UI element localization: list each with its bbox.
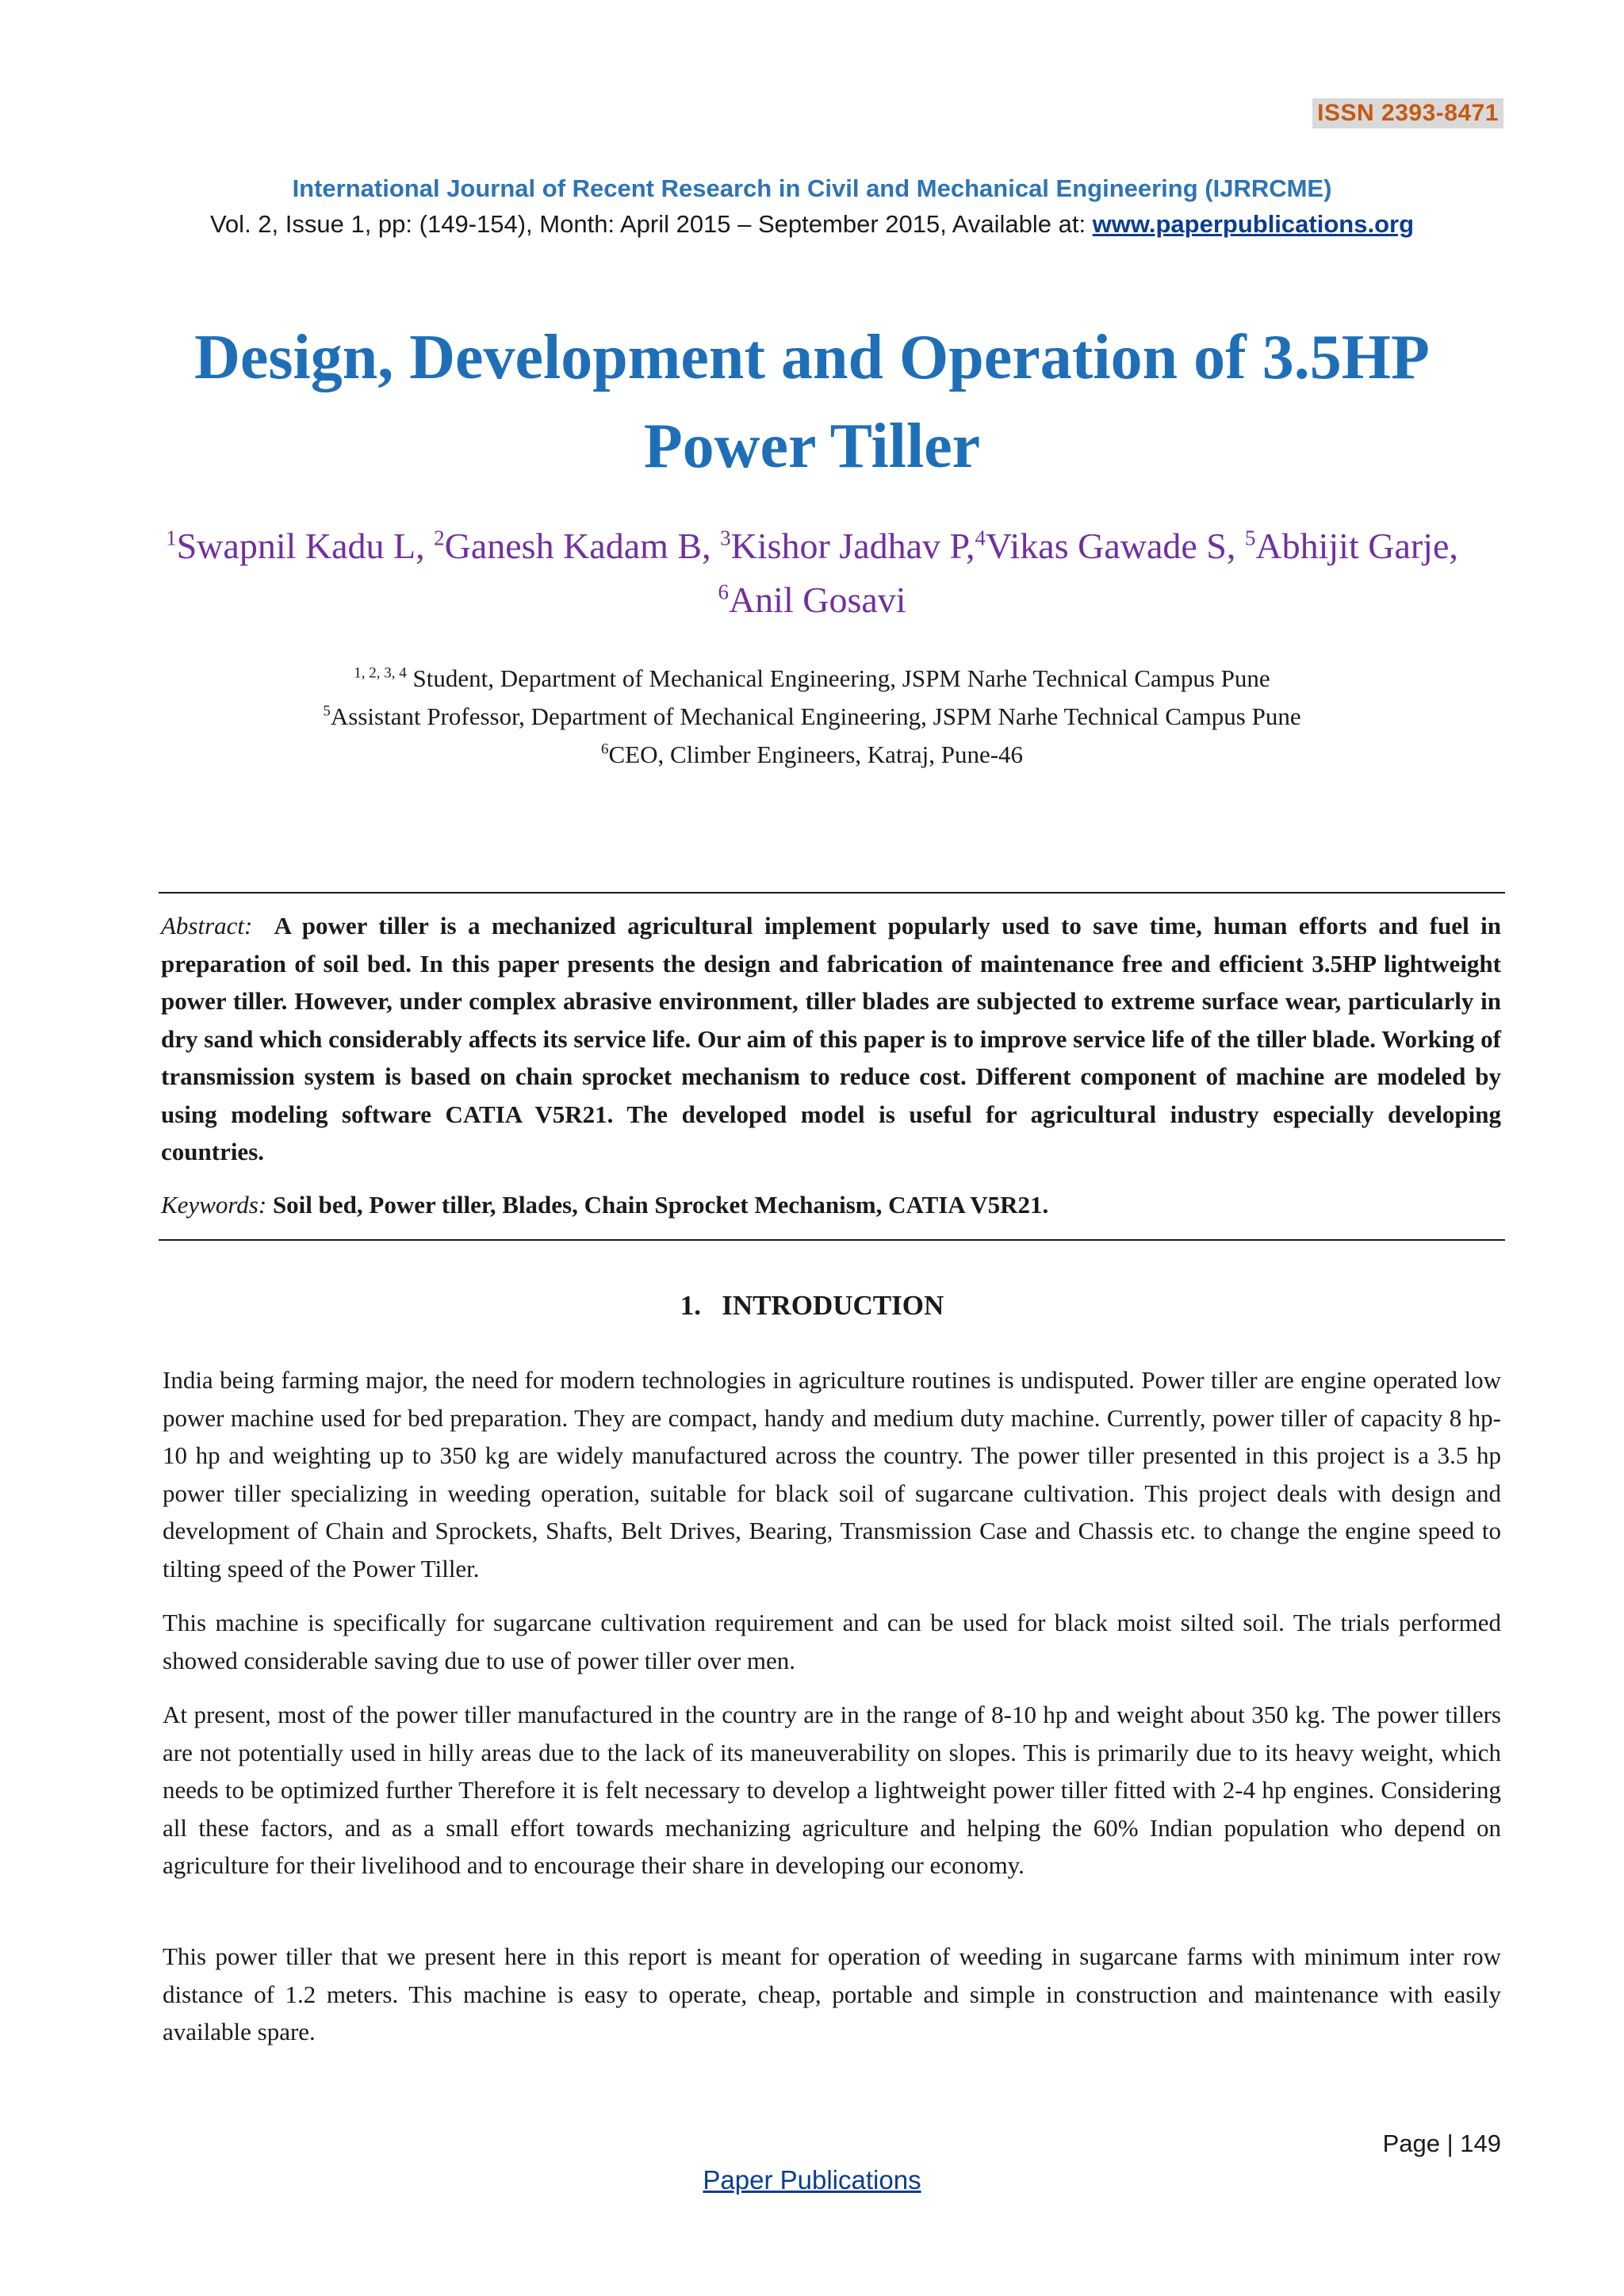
affiliation-text: Assistant Professor, Department of Mechanical Engineering, JSPM Narhe Technical Campus Pune (330, 702, 1301, 730)
intro-paragraph: At present, most of the power tiller manufactured in the country are in the range of 8-10 hp and weight about 350 kg. The power tillers are not potentially used in hilly areas due to the lack of its maneuverability on slopes. This is primarily due to its heavy weight, which needs to be optimized further Therefore it is felt necessary to develop a lightweight power tiller fitted with 2-4 hp engines. Considering all these factors, and as a small effort towards mechanizing agriculture and helping the 60% Indian population who depend on agriculture for their livelihood and to encourage their share in developing our economy. (163, 1701, 1501, 1879)
abstract (161, 907, 1501, 1171)
author-list (159, 519, 1465, 627)
author-name: Kishor Jadhav P, (730, 526, 975, 566)
issn-badge: ISSN 2393-8471 (1312, 98, 1503, 128)
volume-info: Vol. 2, Issue 1, pp: (149-154), Month: April 2015 – September 2015, Available at: (209, 210, 1093, 238)
publisher-link[interactable]: Paper Publications (703, 2165, 921, 2195)
affiliation-line (0, 740, 1624, 769)
intro-paragraph: This machine is specifically for sugarcane cultivation requirement and can be used for black moist silted soil. The trials performed showed considerable saving due to use of power tiller over men. (163, 1609, 1501, 1674)
journal-website-link[interactable]: www.paperpublications.org (1092, 210, 1415, 238)
author-sup: 6 (718, 580, 729, 604)
affiliation-line (0, 702, 1624, 731)
author-name: Anil Gosavi (728, 580, 906, 620)
intro-paragraph: India being farming major, the need for modern technologies in agriculture routines is undisputed. Power tiller are engine operated low power machine used for bed preparation. They are compact, handy and medium duty machine. Currently, power tiller of capacity 8 hp-10 hp and weighting up to 350 kg are widely manufactured across the country. The power tiller presented in this project is a 3.5 hp power tiller specializing in weeding operation, suitable for black soil of sugarcane cultivation. This project deals with design and development of Chain and Sprockets, Shafts, Belt Drives, Bearing, Transmission Case and Chassis etc. to change the engine speed to tilting speed of the Power Tiller. (163, 1366, 1501, 1582)
affiliation-sup: 5 (323, 702, 331, 720)
author-sup: 2 (434, 526, 445, 550)
author-name: Ganesh Kadam B, (444, 526, 721, 566)
affiliation-sup: 1, 2, 3, 4 (354, 664, 407, 682)
abstract-label: Abstract: (161, 912, 253, 939)
author-sup: 3 (720, 526, 731, 550)
keywords (161, 1191, 1501, 1219)
author-name: Swapnil Kadu L, (176, 526, 435, 566)
abstract-top-rule (159, 892, 1505, 894)
affiliation-text: Student, Department of Mechanical Engineering, JSPM Narhe Technical Campus Pune (406, 664, 1270, 692)
intro-paragraph: This power tiller that we present here in this report is meant for operation of weeding in sugarcane farms with minimum inter row distance of 1.2 meters. This machine is easy to operate, cheap, portable and simple in construction and maintenance with easily available spare. (163, 1942, 1501, 2045)
paper-title: Design, Development and Operation of 3.5HP Power Tiller (194, 323, 1430, 481)
keywords-label: Keywords: (161, 1191, 267, 1219)
keywords-text: Soil bed, Power tiller, Blades, Chain Sprocket Mechanism, CATIA V5R21. (272, 1191, 1049, 1219)
author-sup: 4 (975, 526, 986, 550)
author-name: Abhijit Garje, (1255, 526, 1458, 566)
affiliation-sup: 6 (600, 740, 609, 758)
journal-name: International Journal of Recent Research in Civil and Mechanical Engineering (IJRRCME) (292, 174, 1332, 202)
author-name: Vikas Gawade S, (986, 526, 1245, 566)
affiliation-line (0, 664, 1624, 693)
abstract-bottom-rule (159, 1239, 1505, 1241)
page-number: Page | 149 (1382, 2130, 1501, 2157)
abstract-text: A power tiller is a mechanized agricultural implement popularly used to save time, human efforts and fuel in preparation of soil bed. In this paper presents the design and fabrication of maintenance free and efficient 3.5HP lightweight power tiller. However, under complex abrasive environment, tiller blades are subjected to extreme surface wear, particularly in dry sand which considerably affects its service life. Our aim of this paper is to improve service life of the tiller blade. Working of transmission system is based on chain sprocket mechanism to reduce cost. Different component of machine are modeled by using modeling software CATIA V5R21. The developed model is useful for agricultural industry especially developing countries. (161, 912, 1501, 1165)
author-sup: 5 (1244, 526, 1256, 550)
author-sup: 1 (166, 526, 177, 550)
affiliation-text: CEO, Climber Engineers, Katraj, Pune-46 (608, 740, 1024, 768)
section-heading: 1. INTRODUCTION (680, 1290, 944, 1321)
journal-volume-line (0, 210, 1624, 239)
